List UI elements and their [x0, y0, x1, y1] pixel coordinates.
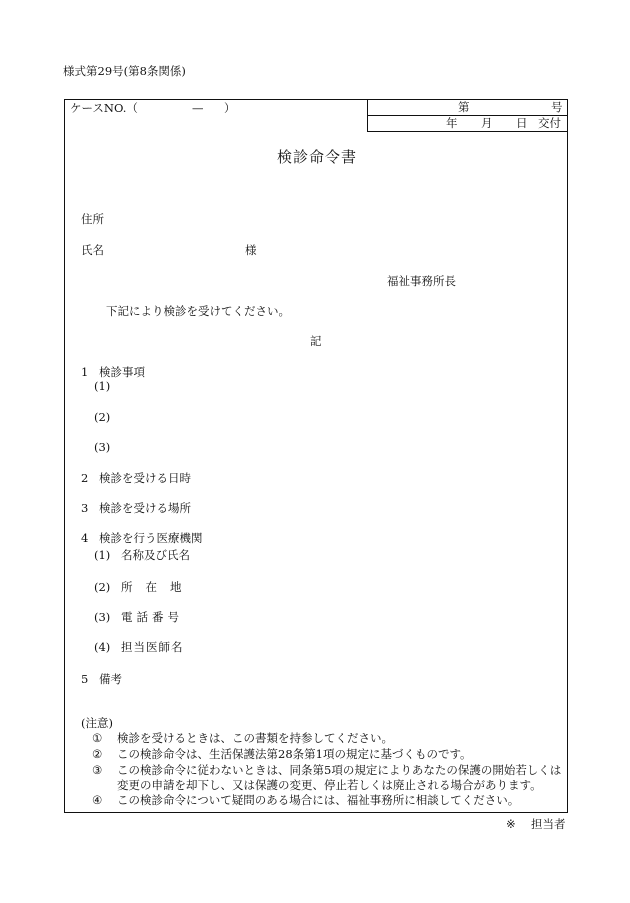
form-frame [64, 99, 568, 813]
ki-label: 記 [310, 334, 322, 348]
document-title: 検診命令書 [277, 148, 358, 166]
section-5-label: 備考 [99, 672, 122, 686]
section-4-item-1-number: (1) [94, 548, 111, 562]
date-issued: 交付 [538, 116, 561, 130]
notes-heading: (注意) [81, 716, 113, 730]
section-3-number: 3 [81, 501, 89, 515]
number-dai: 第 [458, 100, 470, 114]
section-4-number: 4 [81, 531, 89, 545]
section-5-number: 5 [81, 672, 89, 686]
note-3-mark: ③ [92, 763, 103, 777]
section-4-item-4-label: 担当医師名 [121, 640, 184, 654]
honorific-sama: 様 [245, 243, 257, 257]
note-4-text: この検診命令について疑問のある場合には、福祉事務所に相談してください。 [117, 793, 520, 807]
note-3-continuation: 変更の申請を却下し、又は保護の変更、停止若しくは廃止される場合があります。 [117, 778, 542, 792]
name-label: 氏名 [81, 243, 104, 257]
form-reference: 様式第29号(第8条関係) [63, 64, 186, 78]
case-number-close: ） [224, 101, 236, 115]
intro-text: 下記により検診を受けてください。 [106, 304, 290, 318]
section-2-label: 検診を受ける日時 [99, 471, 191, 485]
footer-staff-label: 担当者 [531, 817, 566, 831]
case-number-dash: — [192, 101, 204, 115]
note-1-mark: ① [92, 731, 103, 745]
section-1-item-3: (3) [94, 440, 111, 454]
note-4-mark: ④ [92, 793, 103, 807]
section-1-label: 検診事項 [99, 365, 145, 379]
section-1-number: 1 [81, 365, 89, 379]
section-4-item-4-number: (4) [94, 640, 111, 654]
address-label: 住所 [81, 212, 104, 226]
note-2-mark: ② [92, 747, 103, 761]
section-4-label: 検診を行う医療機関 [99, 531, 203, 545]
section-1-item-1: (1) [94, 379, 111, 393]
note-3-text: この検診命令に従わないときは、同条第5項の規定によりあなたの保護の開始若しくは [117, 763, 562, 777]
number-go: 号 [551, 100, 563, 114]
section-4-item-2-number: (2) [94, 580, 111, 594]
date-month: 月 [481, 116, 493, 130]
issuer-title: 福祉事務所長 [387, 274, 456, 288]
note-2-text: この検診命令は、生活保護法第28条第1項の規定に基づくものです。 [117, 747, 472, 761]
section-1-item-2: (2) [94, 410, 111, 424]
section-4-item-3-number: (3) [94, 610, 111, 624]
section-4-item-1-label: 名称及び氏名 [121, 548, 190, 562]
section-2-number: 2 [81, 471, 89, 485]
note-1-text: 検診を受けるときは、この書類を持参してください。 [117, 731, 393, 745]
date-day: 日 [516, 116, 528, 130]
footer-mark: ※ [506, 817, 516, 831]
date-year: 年 [446, 116, 458, 130]
section-4-item-2-label: 所在地 [121, 580, 195, 594]
section-4-item-3-label: 電話番号 [121, 610, 183, 624]
case-number-label: ケースNO.（ [70, 101, 138, 115]
section-3-label: 検診を受ける場所 [99, 501, 191, 515]
